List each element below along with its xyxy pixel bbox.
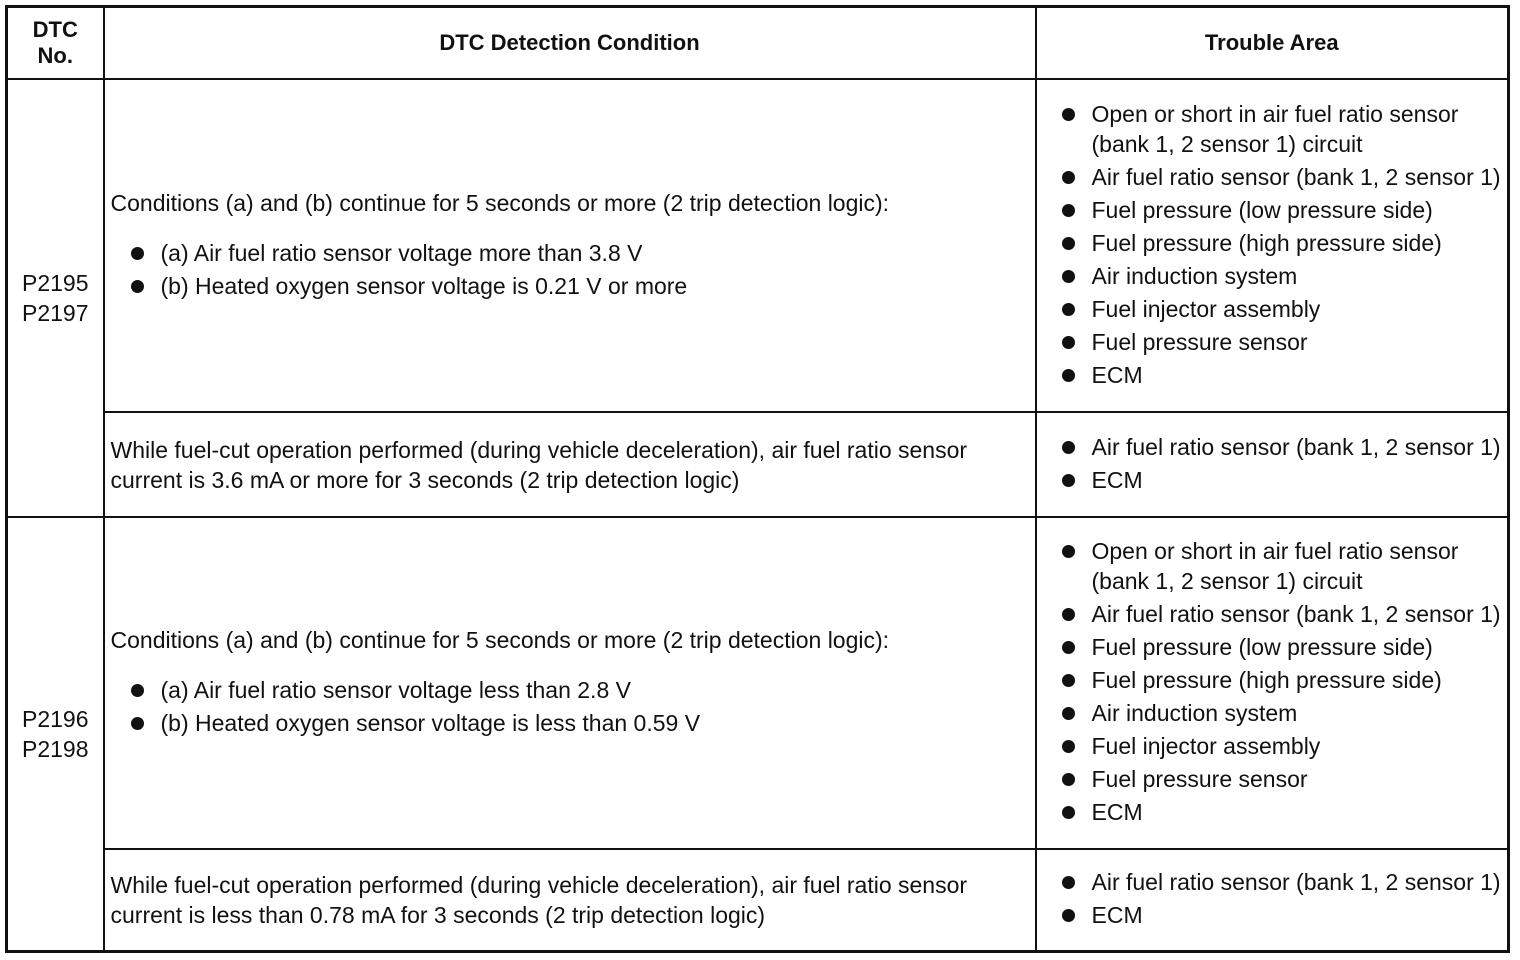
condition-list bbox=[111, 675, 1029, 738]
trouble-area-cell bbox=[1036, 412, 1509, 517]
condition-cell bbox=[104, 412, 1036, 517]
condition-list bbox=[111, 238, 1029, 301]
trouble-area-cell bbox=[1036, 517, 1509, 849]
trouble-area-item: Fuel pressure (low pressure side) bbox=[1037, 632, 1504, 662]
trouble-area-item: Fuel pressure sensor bbox=[1037, 327, 1504, 357]
trouble-area-item: Open or short in air fuel ratio sensor (bank 1, 2 sensor 1) circuit bbox=[1037, 536, 1504, 596]
trouble-area-item: ECM bbox=[1037, 900, 1504, 930]
condition-text: While fuel-cut operation performed (during vehicle deceleration), air fuel ratio sensor current is 3.6 mA or more for 3 seconds (2 trip detection logic) bbox=[110, 436, 968, 493]
trouble-area-item: Fuel pressure (low pressure side) bbox=[1037, 195, 1504, 225]
header-trouble-area: Trouble Area bbox=[1036, 7, 1509, 80]
condition-intro: Conditions (a) and (b) continue for 5 seconds or more (2 trip detection logic): bbox=[110, 189, 890, 216]
dtc-table bbox=[5, 5, 1510, 953]
condition-cell bbox=[104, 517, 1036, 849]
header-condition: DTC Detection Condition bbox=[104, 7, 1036, 80]
trouble-area-item: Open or short in air fuel ratio sensor (bank 1, 2 sensor 1) circuit bbox=[1037, 99, 1504, 159]
dtc-code-cell bbox=[7, 79, 104, 517]
dtc-code: P2198 bbox=[21, 735, 89, 762]
dtc-code: P2196 bbox=[21, 705, 89, 732]
trouble-area-item: Air induction system bbox=[1037, 261, 1504, 291]
trouble-area-item: Air fuel ratio sensor (bank 1, 2 sensor 1) bbox=[1037, 599, 1504, 629]
condition-item: (b) Heated oxygen sensor voltage is 0.21 V or more bbox=[111, 271, 1029, 301]
trouble-area-item: Fuel pressure (high pressure side) bbox=[1037, 228, 1504, 258]
trouble-area-item: ECM bbox=[1037, 465, 1504, 495]
trouble-area-list bbox=[1037, 867, 1504, 930]
trouble-area-item: Air fuel ratio sensor (bank 1, 2 sensor 1) bbox=[1037, 432, 1504, 462]
trouble-area-item: Air fuel ratio sensor (bank 1, 2 sensor 1) bbox=[1037, 867, 1504, 897]
trouble-area-item: ECM bbox=[1037, 360, 1504, 390]
trouble-area-cell bbox=[1036, 79, 1509, 412]
trouble-area-item: Fuel pressure sensor bbox=[1037, 764, 1504, 794]
trouble-area-list bbox=[1037, 536, 1504, 827]
condition-cell bbox=[104, 849, 1036, 951]
table-row bbox=[7, 517, 1509, 849]
trouble-area-list bbox=[1037, 432, 1504, 495]
condition-item: (b) Heated oxygen sensor voltage is less than 0.59 V bbox=[111, 708, 1029, 738]
table-row bbox=[7, 412, 1509, 517]
condition-intro: Conditions (a) and (b) continue for 5 seconds or more (2 trip detection logic): bbox=[110, 627, 890, 653]
condition-cell bbox=[104, 79, 1036, 412]
dtc-code: P2197 bbox=[21, 300, 89, 326]
dtc-code: P2195 bbox=[21, 270, 89, 296]
dtc-code-cell bbox=[7, 517, 104, 951]
condition-item: (a) Air fuel ratio sensor voltage more than 3.8 V bbox=[111, 238, 1029, 268]
trouble-area-item: Fuel pressure (high pressure side) bbox=[1037, 665, 1504, 695]
table-row bbox=[7, 849, 1509, 951]
trouble-area-item: Fuel injector assembly bbox=[1037, 731, 1504, 761]
trouble-area-list bbox=[1037, 99, 1504, 390]
header-row bbox=[7, 7, 1509, 80]
condition-item: (a) Air fuel ratio sensor voltage less than 2.8 V bbox=[111, 675, 1029, 705]
trouble-area-item: ECM bbox=[1037, 797, 1504, 827]
trouble-area-item: Air induction system bbox=[1037, 698, 1504, 728]
header-dtc-no bbox=[7, 7, 104, 80]
header-dtc-no-line1: DTC bbox=[32, 17, 78, 42]
trouble-area-cell bbox=[1036, 849, 1509, 951]
header-dtc-no-line2: No. bbox=[37, 43, 73, 68]
trouble-area-item: Air fuel ratio sensor (bank 1, 2 sensor 1) bbox=[1037, 162, 1504, 192]
trouble-area-item: Fuel injector assembly bbox=[1037, 294, 1504, 324]
condition-text: While fuel-cut operation performed (during vehicle deceleration), air fuel ratio sensor current is less than 0.78 mA for 3 seconds (2 trip detection logic) bbox=[110, 871, 968, 928]
table-row bbox=[7, 79, 1509, 412]
